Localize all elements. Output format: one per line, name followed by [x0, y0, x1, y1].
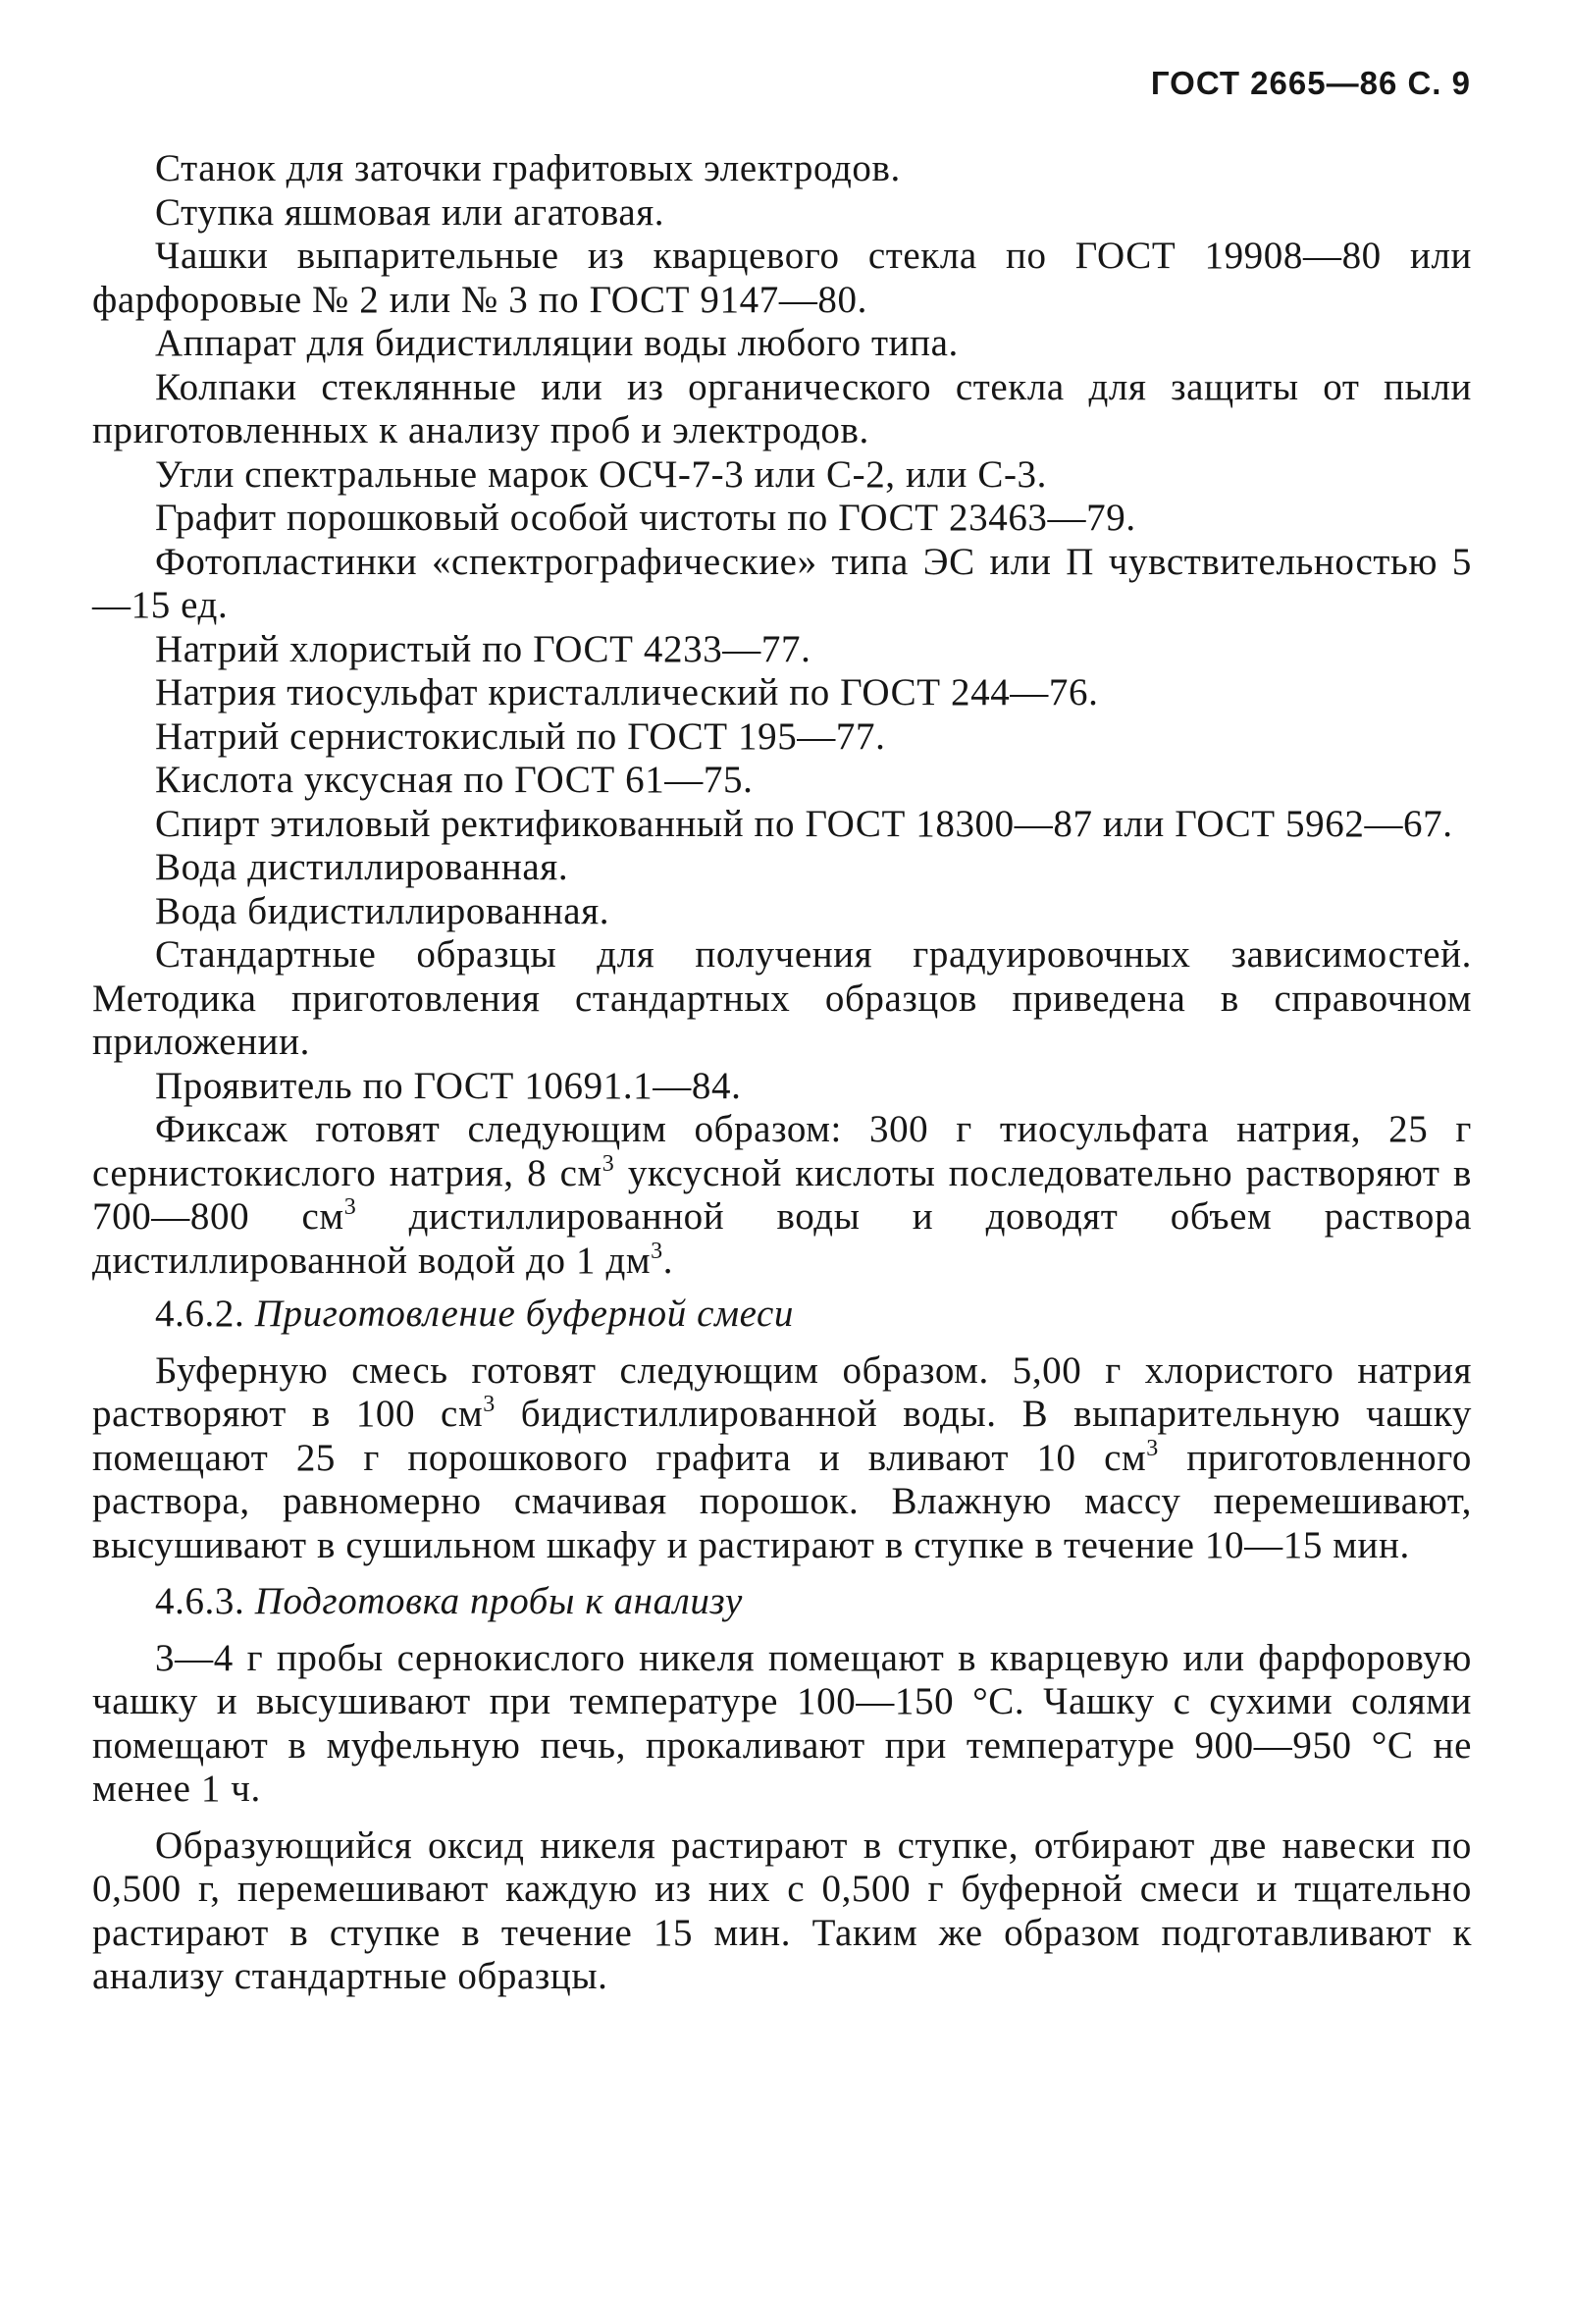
text-run: приготовленного раствора, равномерно смачивая порошок. Влажную массу перемешивают, высушивают в сушильном шкафу и растирают в ступке в течение 10—15 мин. [92, 1436, 1473, 1566]
text-run: . [662, 1239, 674, 1282]
paragraph: Чашки выпарительные из кварцевого стекла по ГОСТ 19908—80 или фарфоровые № 2 или № 3 по ГОСТ 9147—80. [92, 235, 1472, 321]
paragraph: Аппарат для бидистилляции воды любого типа. [155, 322, 959, 364]
superscript: 3 [651, 1238, 663, 1264]
paragraph: Ступка яшмовая или агатовая. [155, 190, 665, 234]
section-title: Приготовление буферной смеси [254, 1293, 794, 1335]
paragraph: Станок для заточки графитовых электродов. [155, 147, 901, 189]
text-run: бидистиллированной воды. В выпарительную чашку помещают 25 г порошкового графита и вливают 10 см [92, 1393, 1472, 1479]
document-body [92, 147, 1472, 1999]
text-run: уксусной кислоты последовательно растворяют в 700—800 см [92, 1151, 1472, 1238]
superscript: 3 [1146, 1435, 1159, 1461]
paragraph: Натрий хлористый по ГОСТ 4233—77. [155, 627, 811, 670]
paragraph-fixer [92, 1108, 1472, 1283]
paragraph: Натрий сернистокислый по ГОСТ 195—77. [155, 714, 886, 758]
section-title: Подготовка пробы к анализу [254, 1580, 743, 1622]
text-run: дистиллированной воды и доводят объем раствора дистиллированной водой до 1 дм [92, 1195, 1472, 1282]
paragraph: Натрия тиосульфат кристаллический по ГОСТ 244—76. [155, 671, 1099, 713]
paragraph-buffer [92, 1349, 1472, 1568]
superscript: 3 [483, 1392, 496, 1417]
paragraph: Фотопластинки «спектрографические» типа ЭС или П чувствительностью 5—15 ед. [92, 540, 1472, 626]
superscript: 3 [601, 1150, 615, 1177]
text-run: Буферную смесь готовят следующим образом. 5,00 г хлористого натрия растворяют в 100 см [92, 1348, 1472, 1435]
page-header: ГОСТ 2665—86 С. 9 [1150, 65, 1471, 101]
section-number: 4.6.3. [155, 1580, 255, 1622]
paragraph: Графит порошковый особой чистоты по ГОСТ 23463—79. [155, 497, 1136, 539]
paragraph: Колпаки стеклянные или из органического стекла для защиты от пыли приготовленных к анализу проб и электродов. [92, 365, 1472, 451]
section-heading [92, 1293, 1472, 1337]
paragraph: 3—4 г пробы сернокислого никеля помещают в кварцевую или фарфоровую чашку и высушивают при температуре 100—150 °С. Чашку с сухими солями помещают в муфельную печь, прокаливают при температуре 900—950 °С не менее 1 ч. [92, 1636, 1472, 1810]
paragraph: Стандартные образцы для получения градуировочных зависимостей. Методика приготовления стандартных образцов приведена в справочном приложении. [92, 933, 1472, 1063]
paragraph: Образующийся оксид никеля растирают в ступке, отбирают две навески по 0,500 г, перемешивают каждую из них с 0,500 г буферной смеси и тщательно растирают в ступке в течение 15 мин. Таким же образом подготавливают к анализу стандартные образцы. [92, 1823, 1472, 1997]
superscript: 3 [343, 1194, 357, 1220]
paragraph: Проявитель по ГОСТ 10691.1—84. [155, 1064, 742, 1107]
section-number: 4.6.2. [155, 1293, 255, 1335]
paragraph: Спирт этиловый ректификованный по ГОСТ 18300—87 или ГОСТ 5962—67. [155, 802, 1453, 845]
paragraph: Угли спектральные марок ОСЧ-7-3 или С-2, или С-3. [155, 452, 1047, 496]
text-run: Фиксаж готовят следующим образом: 300 г тиосульфата натрия, 25 г сернистокислого натрия, 8 см [92, 1108, 1472, 1194]
paragraph: Вода бидистиллированная. [155, 889, 610, 932]
paragraph: Кислота уксусная по ГОСТ 61—75. [155, 759, 754, 801]
paragraph: Вода дистиллированная. [155, 846, 569, 888]
section-heading [92, 1580, 1472, 1624]
